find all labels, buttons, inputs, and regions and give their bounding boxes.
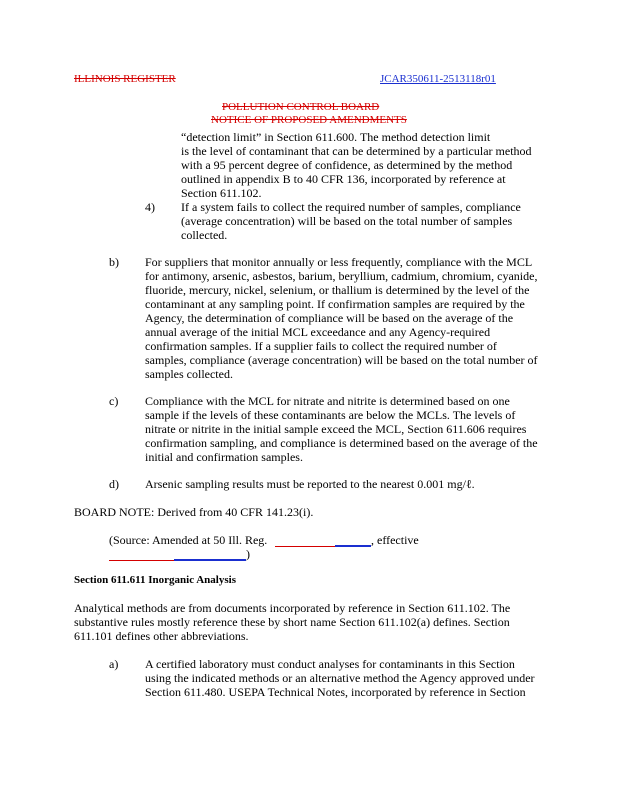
- item-b-line-3: fluoride, mercury, nickel, selenium, or thallium is determined by the level of the: [145, 283, 530, 297]
- source-close: ): [246, 547, 250, 561]
- jcar-reference: JCAR350611-2513118r01: [380, 73, 496, 85]
- item-c-line-1: Compliance with the MCL for nitrate and nitrite is determined based on one: [145, 394, 510, 408]
- item-a-line-2: using the indicated methods or an alternative method the Agency approved under: [145, 671, 535, 685]
- agency-name: POLLUTION CONTROL BOARD: [222, 101, 380, 113]
- item-b-line-5: Agency, the determination of compliance will be based on the average of the: [145, 311, 514, 325]
- source-prefix: (Source: Amended at 50 Ill. Reg.: [109, 533, 268, 547]
- item-b-line-1: For suppliers that monitor annually or less frequently, compliance with the MCL: [145, 255, 533, 269]
- item4-line-2: (average concentration) will be based on the total number of samples: [181, 214, 513, 228]
- item-b-line-9: samples collected.: [145, 367, 233, 381]
- item-b-marker: b): [109, 255, 119, 269]
- source-suffix: , effective: [371, 533, 419, 547]
- item3-line-4: outlined in appendix B to 40 CFR 136, incorporated by reference at: [181, 172, 506, 186]
- section-heading: Section 611.611 Inorganic Analysis: [74, 574, 236, 586]
- intro-line-1: Analytical methods are from documents incorporated by reference in Section 611.102. The: [74, 601, 511, 615]
- item-b-line-4: contaminant at any sampling point. If confirmation samples are required by the: [145, 297, 525, 311]
- effective-date-blank: [109, 560, 174, 561]
- source-volume-blank: [275, 546, 335, 547]
- item-b-line-7: confirmation samples. If a supplier fails to collect the required number of: [145, 339, 497, 353]
- item3-line-3: with a 95 percent degree of confidence, as determined by the method: [181, 158, 513, 172]
- item4-marker: 4): [145, 200, 155, 214]
- item-a-line-1: A certified laboratory must conduct analyses for contaminants in this Section: [145, 657, 515, 671]
- item-c-line-4: confirmation sampling, and compliance is determined based on the average of the: [145, 436, 538, 450]
- item-b-line-2: for antimony, arsenic, asbestos, barium, beryllium, cadmium, chromium, cyanide,: [145, 269, 538, 283]
- intro-line-3: 611.101 defines other abbreviations.: [74, 629, 249, 643]
- item3-line-2: is the level of contaminant that can be determined by a particular method: [181, 144, 532, 158]
- item3-line-5: Section 611.102.: [181, 186, 262, 200]
- item-a-marker: a): [109, 657, 119, 671]
- item-c-marker: c): [109, 394, 119, 408]
- item4-line-3: collected.: [181, 228, 228, 242]
- notice-title: NOTICE OF PROPOSED AMENDMENTS: [211, 114, 407, 126]
- item-b-line-8: samples, compliance (average concentration) will be based on the total number of: [145, 353, 538, 367]
- item-c-line-3: nitrate or nitrite in the initial sample exceed the MCL, Section 611.606 requires: [145, 422, 527, 436]
- item-c-line-5: initial and confirmation samples.: [145, 450, 303, 464]
- board-note: BOARD NOTE: Derived from 40 CFR 141.23(i).: [74, 505, 314, 519]
- effective-date-insert: [174, 559, 246, 561]
- item-a-line-3: Section 611.480. USEPA Technical Notes, incorporated by reference in Section: [145, 685, 526, 699]
- item-c-line-2: sample if the levels of these contaminants are below the MCLs. The levels of: [145, 408, 516, 422]
- register-title: ILLINOIS REGISTER: [74, 73, 176, 85]
- item-b-line-6: annual average of the initial MCL exceedance and any Agency-required: [145, 325, 491, 339]
- item3-line-1: “detection limit” in Section 611.600. The method detection limit: [181, 130, 491, 144]
- item4-line-1: If a system fails to collect the required number of samples, compliance: [181, 200, 521, 214]
- source-page-blank: [335, 545, 371, 547]
- item-d-text: Arsenic sampling results must be reported to the nearest 0.001 mg/ℓ.: [145, 477, 475, 491]
- intro-line-2: substantive rules mostly reference these by short name Section 611.102(a) defines. Section: [74, 615, 510, 629]
- item-d-marker: d): [109, 477, 119, 491]
